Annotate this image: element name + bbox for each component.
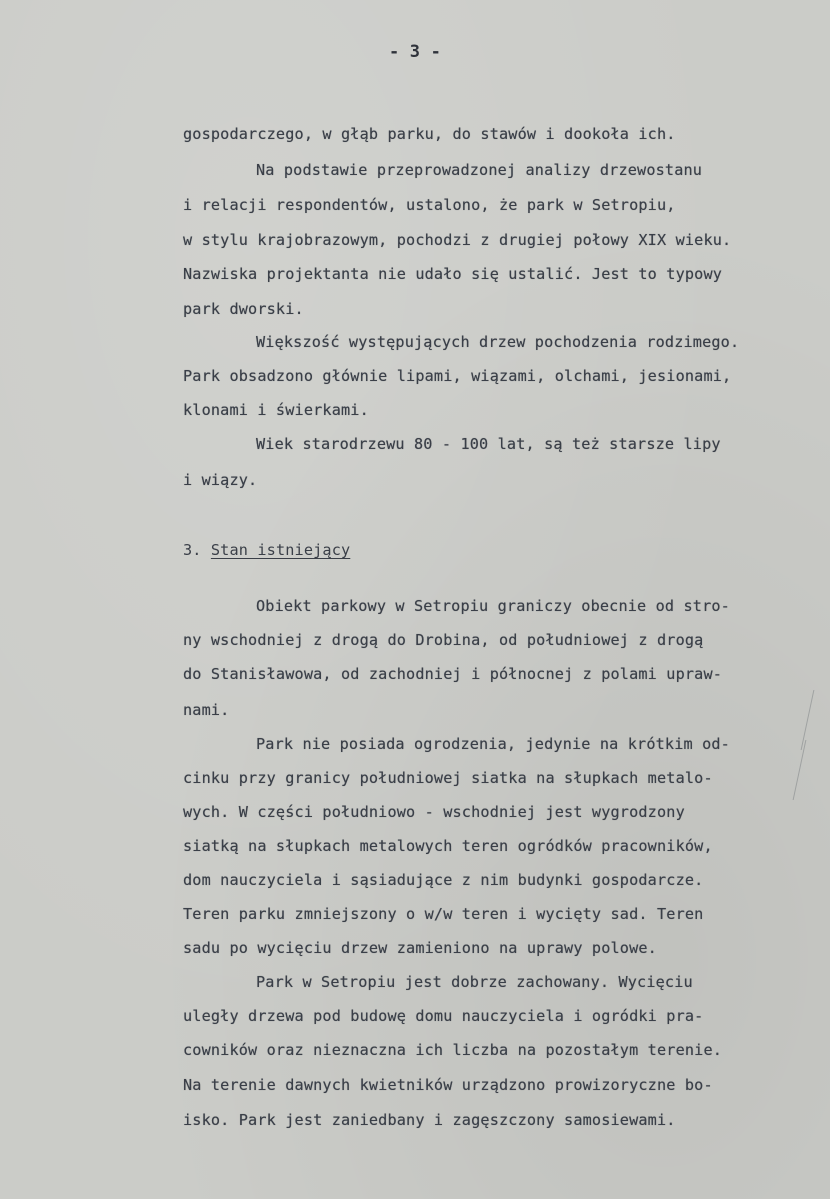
section-number: 3. [183,541,202,559]
text-line: Wiek starodrzewu 80 - 100 lat, są też starsze lipy [256,435,721,453]
text-line: ny wschodniej z drogą do Drobina, od południowej z drogą [183,631,704,649]
text-line: Teren parku zmniejszony o w/w teren i wycięty sad. Teren [183,905,704,923]
text-line: do Stanisławowa, od zachodniej i północnej z polami upraw- [183,665,723,683]
text-line: gospodarczego, w głąb parku, do stawów i dookoła ich. [183,125,676,143]
paper-crease-mark [793,740,825,800]
text-line: wych. W części południowo - wschodniej jest wygrodzony [183,803,685,821]
text-line: dom nauczyciela i sąsiadujące z nim budynki gospodarcze. [183,871,704,889]
text-line: sadu po wycięciu drzew zamieniono na uprawy polowe. [183,939,657,957]
text-line: w stylu krajobrazowym, pochodzi z drugiej połowy XIX wieku. [183,231,732,249]
text-line: Większość występujących drzew pochodzenia rodzimego. [256,333,740,351]
section-title: Stan istniejący [210,541,351,559]
text-line: Nazwiska projektanta nie udało się ustalić. Jest to typowy [183,265,723,283]
text-line: i wiązy. [183,471,258,489]
text-line: klonami i świerkami. [183,401,369,419]
text-line: park dworski. [183,300,304,318]
text-line: Na podstawie przeprowadzonej analizy drzewostanu [256,161,703,179]
section-heading [183,540,350,560]
text-line: uległy drzewa pod budowę domu nauczyciela i ogródki pra- [183,1007,704,1025]
text-line: Park w Setropiu jest dobrze zachowany. Wycięciu [256,973,693,991]
text-line: isko. Park jest zaniedbany i zagęszczony samosiewami. [183,1111,676,1129]
text-line: i relacji respondentów, ustalono, że park w Setropiu, [183,196,676,214]
text-line: Obiekt parkowy w Setropiu graniczy obecnie od stro- [256,597,730,615]
text-line: cowników oraz nieznaczna ich liczba na pozostałym terenie. [183,1041,723,1059]
text-line: Na terenie dawnych kwietników urządzono prowizoryczne bo- [183,1076,713,1094]
text-line: Park nie posiada ogrodzenia, jedynie na krótkim od- [256,735,730,753]
text-line: Park obsadzono głównie lipami, wiązami, olchami, jesionami, [183,367,732,385]
page-number: - 3 - [389,42,441,62]
text-line: cinku przy granicy południowej siatka na słupkach metalo- [183,769,713,787]
text-line: nami. [183,701,230,719]
text-line: siatką na słupkach metalowych teren ogródków pracowników, [183,837,713,855]
